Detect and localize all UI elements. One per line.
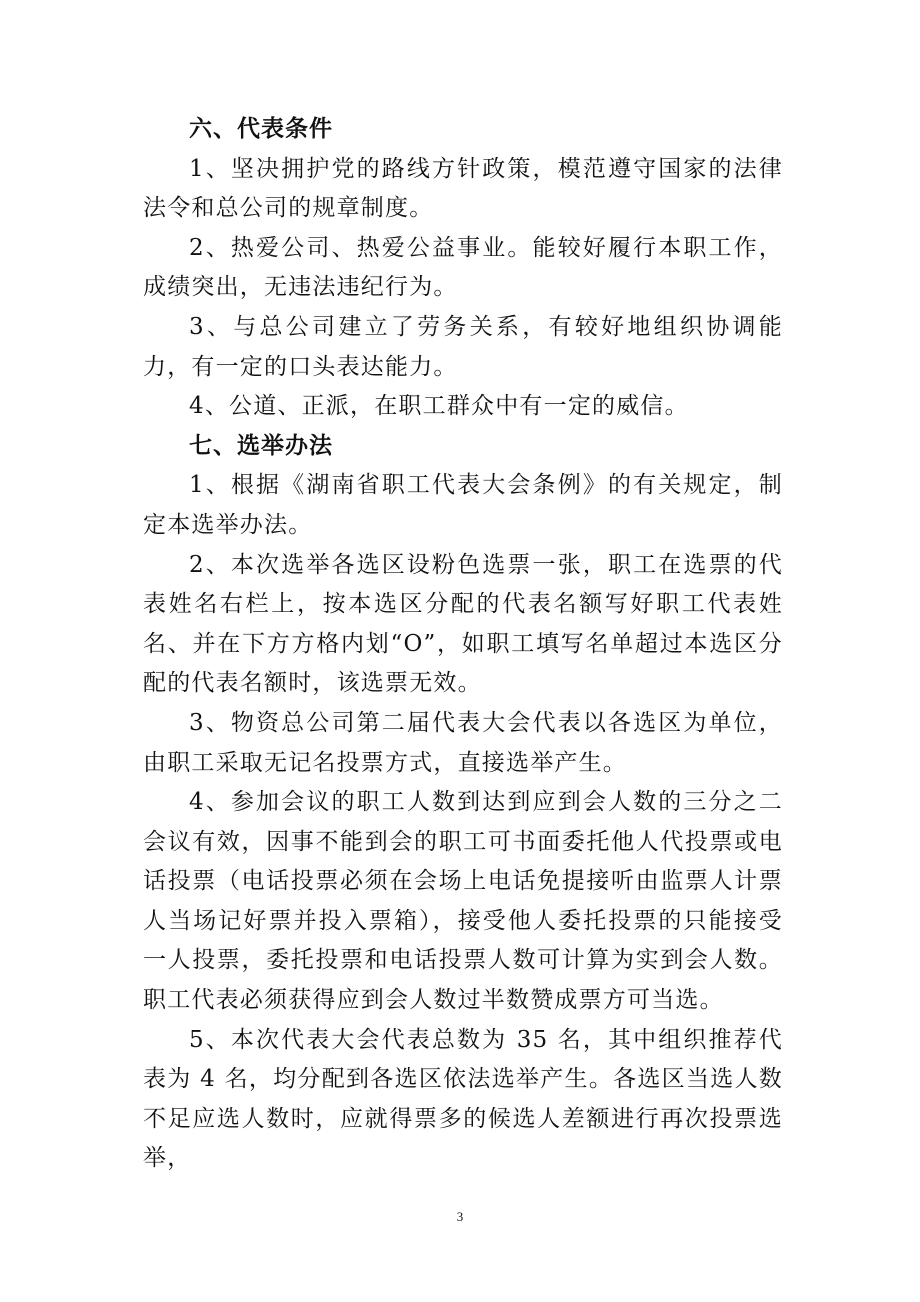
condition-item-3: 3、与总公司建立了劳务关系，有较好地组织协调能力，有一定的口头表达能力。 [143,313,783,380]
condition-item-4: 4、公道、正派，在职工群众中有一定的威信。 [189,393,689,420]
election-item-2: 2、本次选举各选区设粉色选票一张，职工在选票的代表姓名右栏上，按本选区分配的代表名额写好职工代表姓名、并在下方方格内划“O”，如职工填写名单超过本选区分配的代表名额时，该选票无效。 [143,551,783,697]
section-heading-election-method: 七、选举办法 [189,432,333,459]
condition-item-1: 1、坚决拥护党的路线方针政策，模范遵守国家的法律法令和总公司的规章制度。 [143,155,783,222]
election-item-4: 4、参加会议的职工人数到达到应到会人数的三分之二会议有效，因事不能到会的职工可书面委托他人代投票或电话投票（电话投票必须在会场上电话免提接听由监票人计票人当场记好票并投入票箱），接受他人委托投票的只能接受一人投票，委托投票和电话投票人数可计算为实到会人数。职工代表必须获得应到会人数过半数赞成票方可当选。 [143,789,783,1014]
page-content [143,110,783,1179]
election-item-5: 5、本次代表大会代表总数为 35 名，其中组织推荐代表为 4 名，均分配到各选区依法选举产生。各选区当选人数不足应选人数时，应就得票多的候选人差额进行再次投票选举， [143,1026,783,1172]
section-heading-representative-conditions: 六、代表条件 [189,116,333,142]
election-item-3: 3、物资总公司第二届代表大会代表以各选区为单位，由职工采取无记名投票方式，直接选举产生。 [143,709,783,776]
page-number: 3 [456,1209,464,1224]
condition-item-2: 2、热爱公司、热爱公益事业。能较好履行本职工作，成绩突出，无违法违纪行为。 [143,234,783,301]
election-item-1: 1、根据《湖南省职工代表大会条例》的有关规定，制定本选举办法。 [143,472,783,538]
